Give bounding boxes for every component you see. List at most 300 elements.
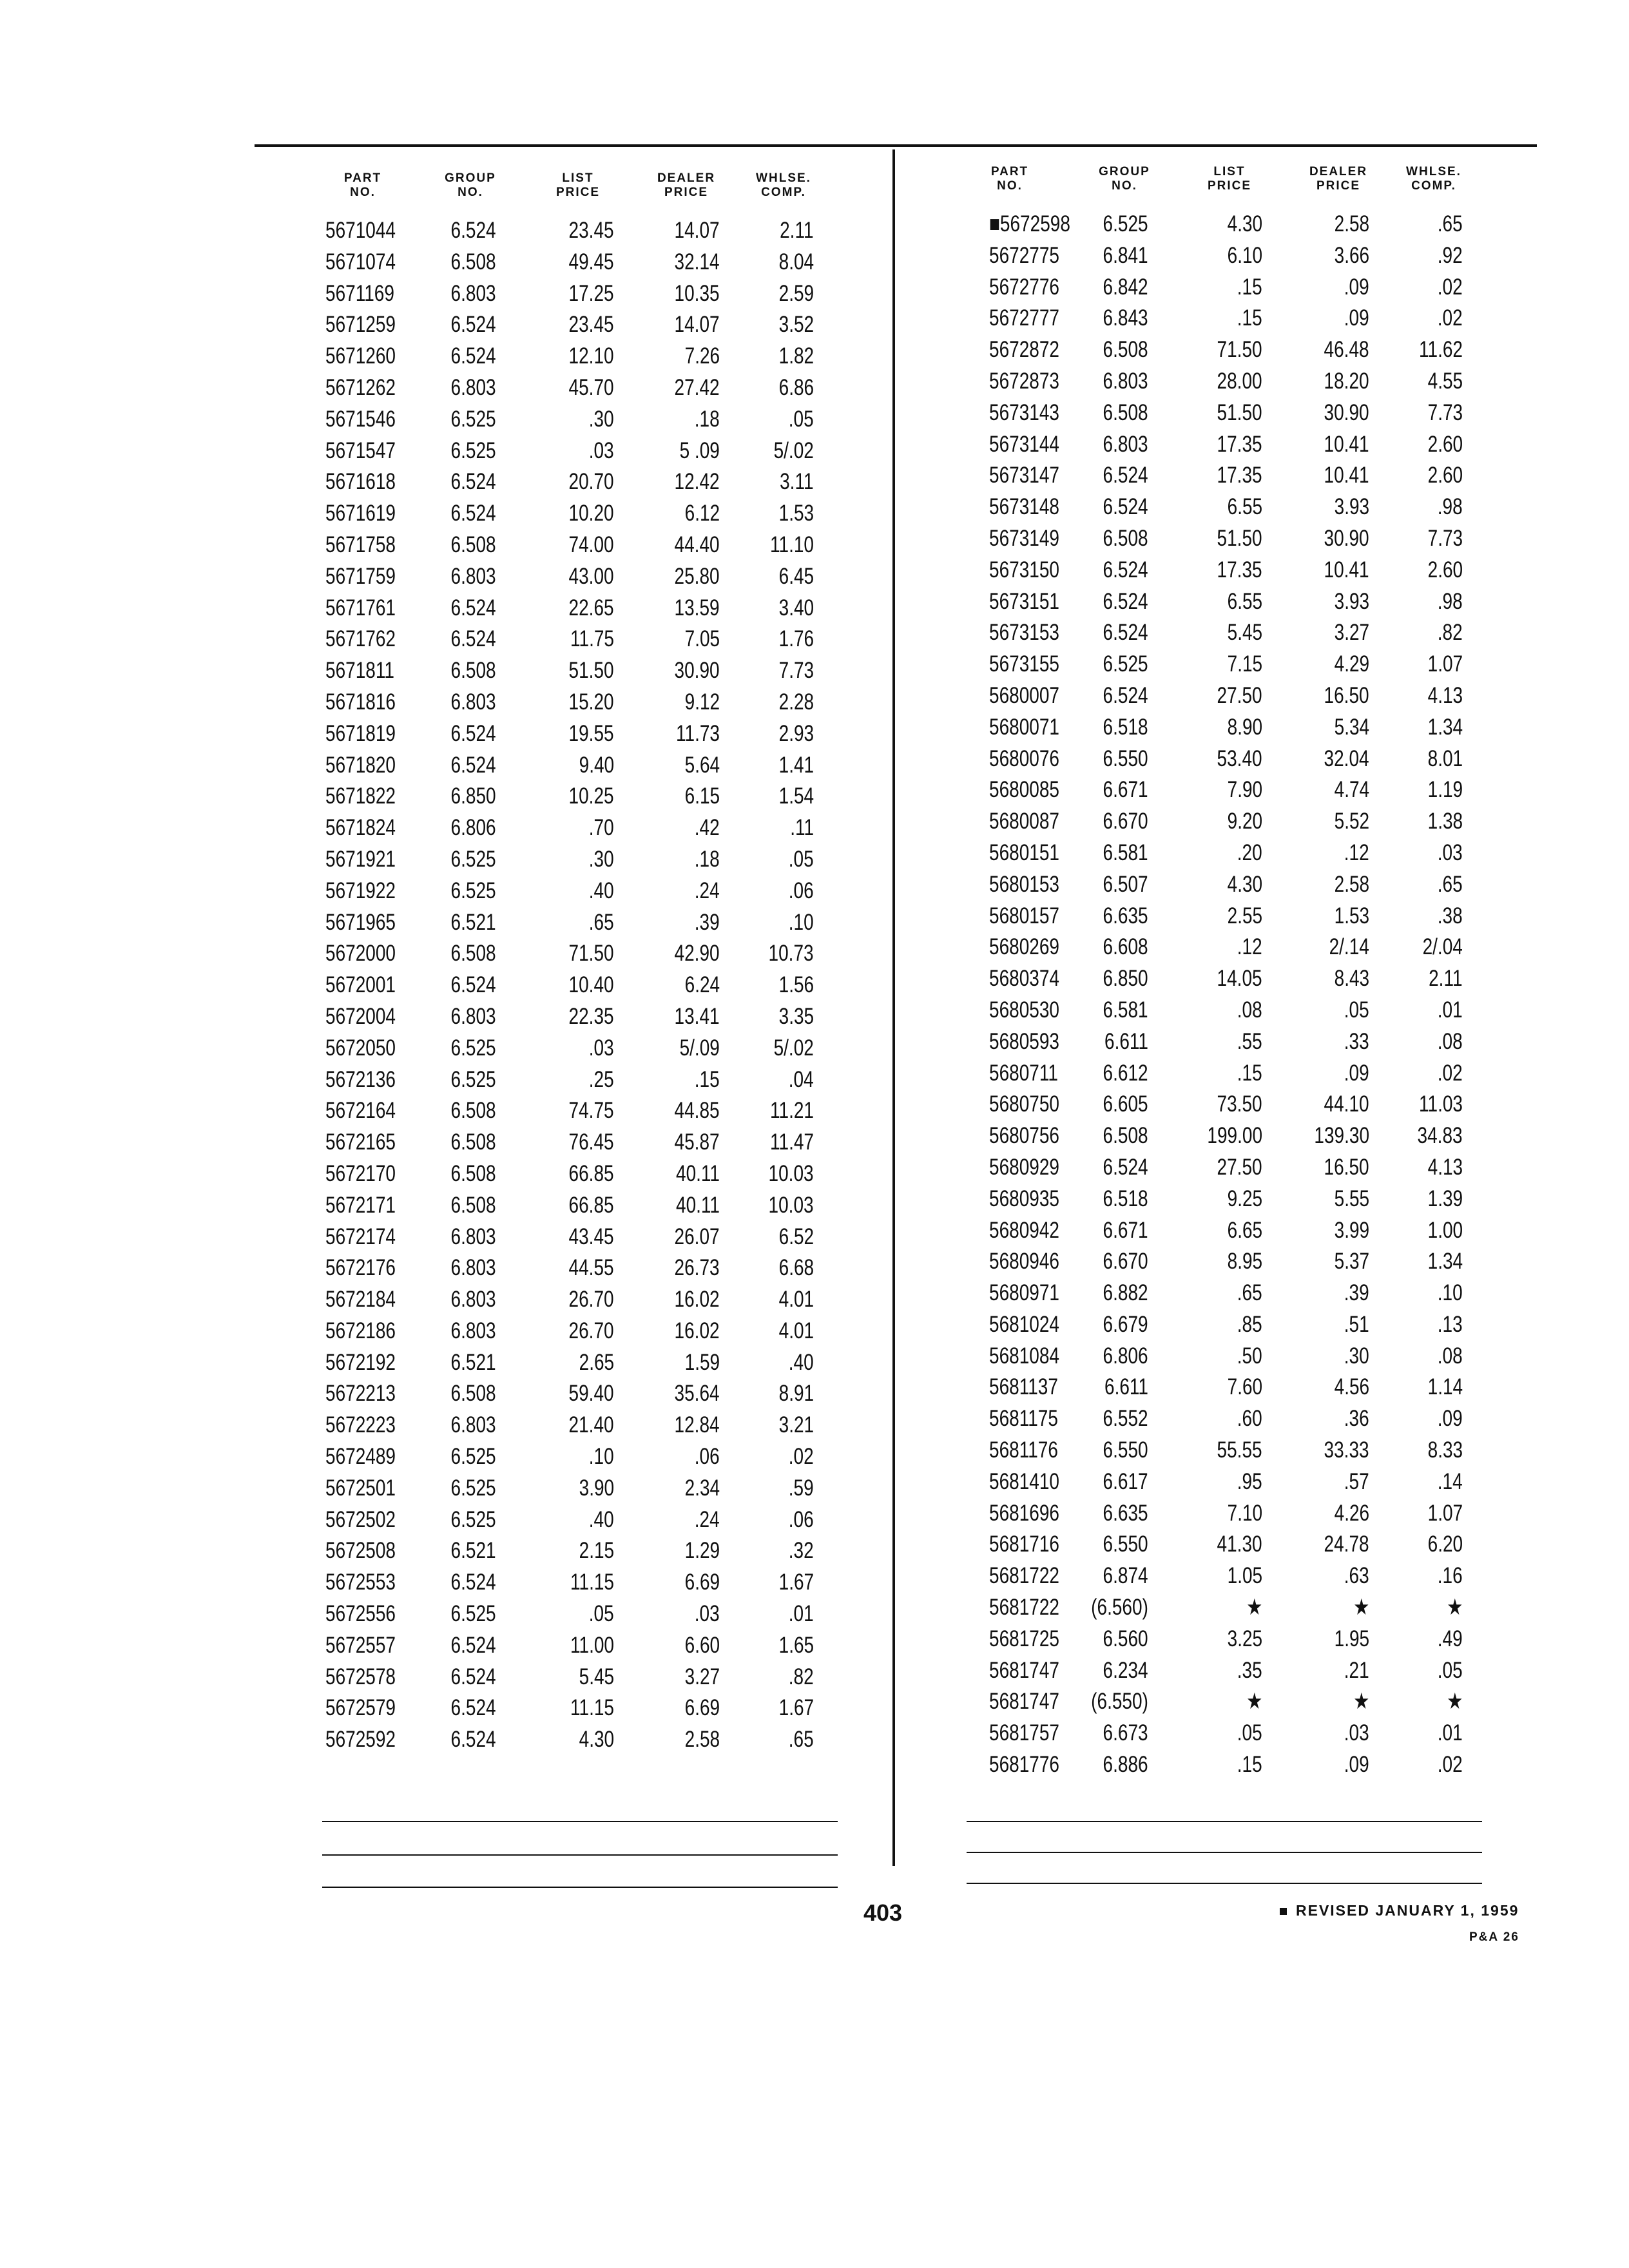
part-no: 5680593: [989, 1028, 1060, 1054]
part-no: 5680269: [989, 934, 1060, 960]
part-no: 5672000: [325, 941, 396, 966]
list-price: 6.65: [1227, 1217, 1262, 1243]
group-no: 6.508: [450, 941, 496, 966]
group-no: 6.550: [1103, 1532, 1148, 1557]
whlse-comp: .82: [1438, 620, 1463, 646]
whlse-comp: 2.93: [778, 720, 814, 746]
part-no: 5672777: [989, 305, 1060, 331]
list-price: 74.75: [568, 1098, 614, 1124]
table-row: [950, 774, 1492, 806]
table-row: [325, 1222, 828, 1253]
list-price: 66.85: [568, 1160, 614, 1186]
dealer-price: .39: [695, 909, 720, 935]
whlse-comp: 2.60: [1427, 463, 1463, 488]
list-price: 9.20: [1227, 809, 1262, 834]
group-no: 6.508: [450, 1160, 496, 1186]
group-no: 6.521: [450, 909, 496, 935]
group-no: 6.525: [450, 1506, 496, 1532]
dealer-price: 30.90: [674, 658, 720, 684]
part-no: 5671922: [325, 878, 396, 903]
table-row: [325, 1693, 828, 1724]
dealer-price: .42: [695, 815, 720, 841]
whlse-comp: .65: [1438, 871, 1463, 897]
header-dealer-price: DEALER PRICE: [1309, 165, 1368, 193]
whlse-comp: 8.01: [1427, 745, 1463, 771]
list-price: 17.35: [1217, 431, 1262, 457]
table-row: [950, 1561, 1492, 1592]
whlse-comp: .10: [1438, 1280, 1463, 1306]
whlse-comp: 7.73: [778, 658, 814, 684]
list-price: 4.30: [1227, 871, 1262, 897]
group-no: 6.803: [450, 563, 496, 589]
group-no: 6.508: [1103, 337, 1148, 363]
group-no: 6.552: [1103, 1406, 1148, 1432]
group-no: 6.673: [1103, 1720, 1148, 1746]
list-price: 199.00: [1207, 1123, 1262, 1149]
whlse-comp: 4.13: [1427, 1154, 1463, 1180]
whlse-comp: .38: [1438, 903, 1463, 928]
list-price: 1.05: [1227, 1563, 1262, 1589]
list-price: .15: [1237, 1752, 1262, 1778]
dealer-price: 14.07: [674, 218, 720, 243]
dealer-price: .51: [1344, 1311, 1369, 1337]
list-price: 21.40: [568, 1412, 614, 1438]
list-price: 17.35: [1217, 463, 1262, 488]
list-price: 6.55: [1227, 588, 1262, 614]
group-no: 6.803: [1103, 431, 1148, 457]
group-no: 6.508: [450, 249, 496, 274]
whlse-comp: .02: [789, 1444, 814, 1470]
table-row: [325, 876, 828, 907]
part-no: 5672502: [325, 1506, 396, 1532]
dealer-price: 16.50: [1324, 1154, 1369, 1180]
dealer-price: 33.33: [1324, 1437, 1369, 1463]
group-no: 6.671: [1103, 1217, 1148, 1243]
list-price: 19.55: [568, 720, 614, 746]
group-no: 6.524: [1103, 463, 1148, 488]
list-price: 17.25: [568, 280, 614, 306]
group-no: 6.507: [1103, 871, 1148, 897]
part-no: 5671822: [325, 783, 396, 809]
dealer-price: 27.42: [674, 374, 720, 400]
group-no: 6.803: [450, 374, 496, 400]
list-price: .35: [1237, 1657, 1262, 1683]
part-no: 5672592: [325, 1727, 396, 1753]
list-price: 8.95: [1227, 1249, 1262, 1274]
dealer-price: 2.34: [684, 1475, 720, 1501]
table-row: [325, 907, 828, 939]
dealer-price: .36: [1344, 1406, 1369, 1432]
group-no: 6.803: [1103, 368, 1148, 394]
table-row: [950, 806, 1492, 838]
part-no: 5672557: [325, 1632, 396, 1658]
whlse-comp: 1.54: [778, 783, 814, 809]
table-row: [950, 1278, 1492, 1309]
list-price: .10: [589, 1444, 614, 1470]
header-part-no: PART NO.: [343, 171, 382, 199]
dealer-price: 26.07: [674, 1224, 720, 1249]
list-price: 66.85: [568, 1192, 614, 1218]
whlse-comp: 4.01: [778, 1287, 814, 1312]
part-no: 5672184: [325, 1287, 396, 1312]
list-price: 76.45: [568, 1129, 614, 1155]
dealer-price: 2/.14: [1329, 934, 1369, 960]
group-no: 6.518: [1103, 1186, 1148, 1211]
group-no: (6.550): [1091, 1689, 1148, 1715]
whlse-comp: 6.20: [1427, 1532, 1463, 1557]
list-price: 51.50: [1217, 399, 1262, 425]
whlse-comp: .16: [1438, 1563, 1463, 1589]
part-no: 5672578: [325, 1664, 396, 1689]
part-no: 5681137: [989, 1374, 1058, 1400]
table-row: [950, 1686, 1492, 1718]
whlse-comp: .92: [1438, 242, 1463, 268]
dealer-price: ★: [1353, 1689, 1369, 1715]
list-price: 10.40: [568, 972, 614, 998]
whlse-comp: 2.60: [1427, 557, 1463, 582]
part-no: 5672192: [325, 1349, 396, 1375]
dealer-price: 25.80: [674, 563, 720, 589]
table-row: [950, 869, 1492, 901]
list-price: .03: [589, 1035, 614, 1061]
dealer-price: 2.58: [1334, 211, 1369, 236]
part-no: 5671547: [325, 437, 396, 463]
table-row: [325, 1535, 828, 1567]
whlse-comp: 11.03: [1419, 1091, 1463, 1117]
table-row: [325, 341, 828, 372]
list-price: 2.65: [579, 1349, 614, 1375]
table-row: [950, 1309, 1492, 1341]
group-no: 6.521: [450, 1349, 496, 1375]
table-row: [325, 1378, 828, 1410]
header-whlse-comp: WHLSE. COMP.: [1406, 165, 1461, 193]
dealer-price: 30.90: [1324, 399, 1369, 425]
part-no: 5681747: [989, 1689, 1060, 1715]
table-row: [950, 492, 1492, 523]
table-row: [950, 712, 1492, 744]
table-row: [325, 561, 828, 593]
table-row: [950, 1403, 1492, 1435]
part-no: 5681747: [989, 1657, 1060, 1683]
list-price: 44.55: [568, 1255, 614, 1281]
table-row: [325, 1410, 828, 1441]
group-no: 6.525: [1103, 211, 1148, 236]
part-no: 5681776: [989, 1752, 1060, 1778]
group-no: 6.611: [1104, 1028, 1148, 1054]
table-row: [950, 1215, 1492, 1247]
whlse-comp: .04: [789, 1066, 814, 1092]
dealer-price: 4.26: [1334, 1500, 1369, 1526]
group-no: 6.524: [1103, 1154, 1148, 1180]
group-no: 6.524: [450, 343, 496, 369]
group-no: 6.803: [450, 1318, 496, 1343]
whlse-comp: 11.21: [770, 1098, 814, 1124]
table-row: [950, 1529, 1492, 1561]
whlse-comp: .13: [1438, 1311, 1463, 1337]
right-blank-line-3: [967, 1883, 1482, 1884]
dealer-price: 12.84: [674, 1412, 720, 1438]
dealer-price: 5.55: [1334, 1186, 1369, 1211]
list-price: 26.70: [568, 1287, 614, 1312]
list-price: 49.45: [568, 249, 614, 274]
group-no: 6.525: [450, 1035, 496, 1061]
list-price: 55.55: [1217, 1437, 1262, 1463]
group-no: 6.524: [450, 595, 496, 620]
dealer-price: 4.56: [1334, 1374, 1369, 1400]
whlse-comp: 2.11: [780, 218, 814, 243]
list-price: 26.70: [568, 1318, 614, 1343]
table-row: [325, 1253, 828, 1284]
table-row: [325, 1001, 828, 1033]
list-price: 71.50: [1217, 337, 1262, 363]
table-row: [950, 1466, 1492, 1498]
table-row: [950, 963, 1492, 995]
list-price: 6.55: [1227, 494, 1262, 520]
list-price: 43.00: [568, 563, 614, 589]
dealer-price: 44.40: [674, 532, 720, 557]
group-no: 6.635: [1103, 903, 1148, 928]
top-rule: [255, 144, 1537, 147]
dealer-price: .39: [1344, 1280, 1369, 1306]
group-no: 6.524: [450, 626, 496, 652]
part-no: 5671260: [325, 343, 396, 369]
whlse-comp: 1.38: [1427, 809, 1463, 834]
dealer-price: 6.60: [684, 1632, 720, 1658]
dealer-price: 4.74: [1334, 777, 1369, 803]
part-no: 5671044: [325, 218, 396, 243]
table-row: [950, 1624, 1492, 1655]
whlse-comp: 1.67: [778, 1695, 814, 1721]
list-price: 11.15: [570, 1695, 614, 1721]
group-no: 6.508: [1103, 525, 1148, 551]
part-no: 5681757: [989, 1720, 1060, 1746]
whlse-comp: 11.47: [770, 1129, 814, 1155]
dealer-price: .09: [1344, 1752, 1369, 1778]
group-no: 6.560: [1103, 1626, 1148, 1651]
part-no: 5681176: [989, 1437, 1058, 1463]
table-row: [950, 1184, 1492, 1215]
list-price: 10.25: [568, 783, 614, 809]
dealer-price: 5.52: [1334, 809, 1369, 834]
dealer-price: 10.41: [1324, 557, 1369, 582]
dealer-price: 3.66: [1334, 242, 1369, 268]
group-no: 6.508: [450, 658, 496, 684]
whlse-comp: .09: [1438, 1406, 1463, 1432]
whlse-comp: .98: [1438, 494, 1463, 520]
table-row: [950, 1120, 1492, 1152]
whlse-comp: .59: [789, 1475, 814, 1501]
list-price: 4.30: [1227, 211, 1262, 236]
dealer-price: .09: [1344, 274, 1369, 300]
part-no: 5672508: [325, 1538, 396, 1564]
dealer-price: 42.90: [674, 941, 720, 966]
table-row: [325, 938, 828, 970]
dealer-price: 3.27: [1334, 620, 1369, 646]
group-no: 6.508: [450, 1192, 496, 1218]
dealer-price: 1.59: [684, 1349, 720, 1375]
dealer-price: 40.11: [676, 1160, 720, 1186]
list-price: 22.65: [568, 595, 614, 620]
dealer-price: 32.14: [674, 249, 720, 274]
whlse-comp: 4.01: [778, 1318, 814, 1343]
whlse-comp: 5/.02: [773, 1035, 814, 1061]
part-no: 5672775: [989, 242, 1060, 268]
table-row: [325, 1158, 828, 1190]
group-no: 6.508: [450, 1129, 496, 1155]
whlse-comp: 2.59: [778, 280, 814, 306]
whlse-comp: .98: [1438, 588, 1463, 614]
whlse-comp: .08: [1438, 1343, 1463, 1369]
list-price: .15: [1237, 305, 1262, 331]
table-row: [950, 1089, 1492, 1120]
part-no: 5680942: [989, 1217, 1060, 1243]
table-row: [950, 398, 1492, 429]
revision-marker-icon: [1280, 1908, 1287, 1915]
group-no: 6.882: [1103, 1280, 1148, 1306]
part-no: 5680085: [989, 777, 1060, 803]
part-no: 5672174: [325, 1224, 396, 1249]
part-no: 5671819: [325, 720, 396, 746]
group-no: 6.550: [1103, 1437, 1148, 1463]
table-row: [325, 1347, 828, 1379]
part-no: 5680929: [989, 1154, 1060, 1180]
part-no: 5680750: [989, 1091, 1060, 1117]
part-no: 5680711: [989, 1060, 1058, 1086]
part-no: 5673144: [989, 431, 1060, 457]
list-price: .65: [589, 909, 614, 935]
dealer-price: 40.11: [676, 1192, 720, 1218]
group-no: 6.524: [1103, 494, 1148, 520]
list-price: 6.10: [1227, 242, 1262, 268]
table-row: [325, 1095, 828, 1127]
group-no: 6.524: [450, 720, 496, 746]
whlse-comp: 1.41: [778, 752, 814, 778]
whlse-comp: 1.82: [778, 343, 814, 369]
table-row: [325, 1316, 828, 1347]
group-no: 6.524: [1103, 682, 1148, 708]
group-no: 6.605: [1103, 1091, 1148, 1117]
part-no: 5680007: [989, 682, 1060, 708]
table-row: [950, 334, 1492, 366]
list-price: .65: [1237, 1280, 1262, 1306]
dealer-price: 139.30: [1314, 1123, 1369, 1149]
table-row: [950, 744, 1492, 775]
whlse-comp: .01: [1438, 1720, 1463, 1746]
table-row: [325, 655, 828, 687]
group-no: 6.525: [450, 1475, 496, 1501]
list-price: 3.90: [579, 1475, 614, 1501]
list-price: .40: [589, 878, 614, 903]
group-no: 6.524: [450, 972, 496, 998]
whlse-comp: 6.45: [778, 563, 814, 589]
table-row: [325, 1662, 828, 1693]
right-blank-line-1: [967, 1821, 1482, 1822]
whlse-comp: 1.00: [1427, 1217, 1463, 1243]
part-no: 5680756: [989, 1123, 1060, 1149]
dealer-price: .24: [695, 1506, 720, 1532]
group-no: 6.525: [450, 1601, 496, 1627]
list-price: .40: [589, 1506, 614, 1532]
dealer-price: 10.41: [1324, 463, 1369, 488]
table-row: [950, 209, 1492, 240]
dealer-price: 7.05: [684, 626, 720, 652]
part-no: 5672176: [325, 1255, 396, 1281]
whlse-comp: .32: [789, 1538, 814, 1564]
table-row: [950, 1372, 1492, 1403]
part-no: 5681722: [989, 1595, 1060, 1620]
table-row: [950, 838, 1492, 869]
dealer-price: 5.64: [684, 752, 720, 778]
group-no: 6.524: [450, 752, 496, 778]
dealer-price: .18: [695, 406, 720, 432]
dealer-price: 30.90: [1324, 525, 1369, 551]
part-no: 5680946: [989, 1249, 1060, 1274]
table-row: [950, 1435, 1492, 1466]
list-price: .55: [1237, 1028, 1262, 1054]
part-no: 5681722: [989, 1563, 1060, 1589]
dealer-price: 2.58: [684, 1727, 720, 1753]
table-row: [950, 1718, 1492, 1749]
whlse-comp: 1.39: [1427, 1186, 1463, 1211]
table-row: [950, 555, 1492, 586]
whlse-comp: .40: [789, 1349, 814, 1375]
part-no: 5672004: [325, 1003, 396, 1029]
list-price: .85: [1237, 1311, 1262, 1337]
header-list-price: LIST PRICE: [555, 171, 601, 199]
list-price: .30: [589, 846, 614, 872]
table-row: [950, 901, 1492, 932]
whlse-comp: 8.04: [778, 249, 814, 274]
dealer-price: 6.15: [684, 783, 720, 809]
part-no: 5673148: [989, 494, 1060, 520]
table-row: [950, 429, 1492, 461]
whlse-comp: .02: [1438, 1752, 1463, 1778]
whlse-comp: 10.03: [768, 1192, 814, 1218]
list-price: .60: [1237, 1406, 1262, 1432]
list-price: 45.70: [568, 374, 614, 400]
right-blank-line-2: [967, 1852, 1482, 1853]
group-no: 6.806: [1103, 1343, 1148, 1369]
header-group-no: GROUP NO.: [1099, 165, 1150, 193]
list-price: .30: [589, 406, 614, 432]
dealer-price: 6.69: [684, 1695, 720, 1721]
table-row: [325, 624, 828, 655]
group-no: 6.518: [1103, 714, 1148, 740]
dealer-price: 16.02: [674, 1287, 720, 1312]
list-price: 27.50: [1217, 682, 1262, 708]
list-price: .15: [1237, 274, 1262, 300]
dealer-price: .05: [1344, 997, 1369, 1023]
header-part-no: PART NO.: [990, 165, 1029, 193]
dealer-price: 6.69: [684, 1570, 720, 1595]
dealer-price: .06: [695, 1444, 720, 1470]
group-no: (6.560): [1091, 1595, 1148, 1620]
dealer-price: 24.78: [1324, 1532, 1369, 1557]
group-no: 6.525: [450, 1066, 496, 1092]
table-row: [325, 278, 828, 310]
whlse-comp: 6.68: [778, 1255, 814, 1281]
table-row: [950, 617, 1492, 649]
list-price: 11.75: [570, 626, 614, 652]
dealer-price: 1.95: [1334, 1626, 1369, 1651]
table-row: [950, 303, 1492, 334]
table-row: [325, 1724, 828, 1756]
part-no: 5671262: [325, 374, 396, 400]
whlse-comp: .49: [1438, 1626, 1463, 1651]
part-no: 5680076: [989, 745, 1060, 771]
group-no: 6.524: [450, 501, 496, 526]
group-no: 6.525: [450, 437, 496, 463]
